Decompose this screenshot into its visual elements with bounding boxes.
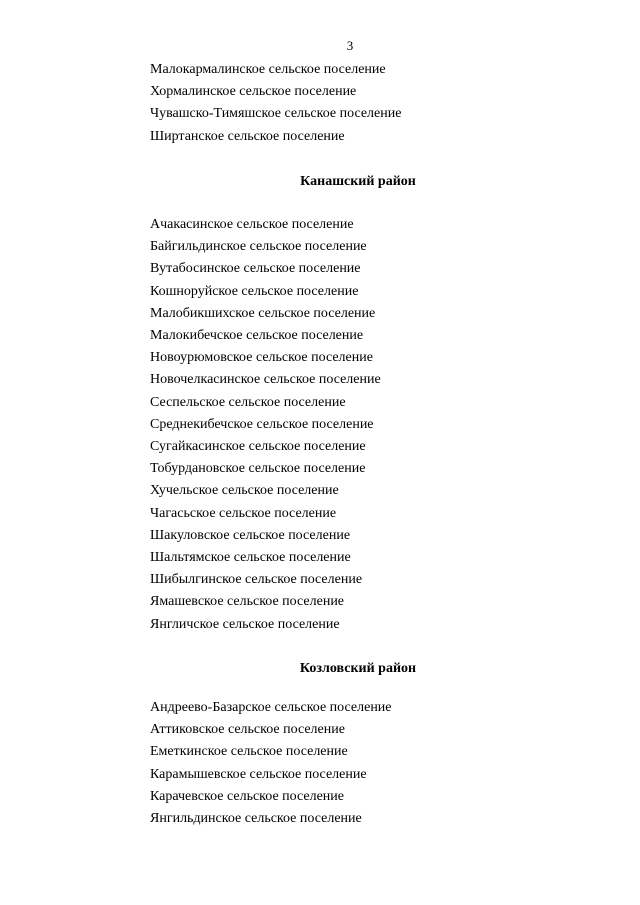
district-heading-kanash: Канашский район [300, 174, 416, 189]
settlement-item: Карачевское сельское поселение [150, 788, 344, 804]
settlement-item: Карамышевское сельское поселение [150, 766, 367, 782]
settlement-item: Кошноруйское сельское поселение [150, 283, 359, 299]
settlement-item: Ширтанское сельское поселение [150, 128, 345, 144]
settlement-item: Ачакасинское сельское поселение [150, 217, 354, 232]
settlement-item: Сеспельское сельское поселение [150, 394, 346, 410]
district-heading-kozlovka: Козловский район [299, 661, 417, 676]
settlement-item: Сугайкасинское сельское поселение [150, 439, 366, 455]
settlement-item: Янгличское сельское поселение [150, 616, 340, 632]
settlement-item: Новочелкасинское сельское поселение [150, 372, 381, 388]
settlement-item: Малобикшихское сельское поселение [150, 305, 376, 321]
settlement-item: Чагасьское сельское поселение [150, 505, 337, 521]
settlement-item: Новоурюмовское сельское поселение [150, 350, 373, 366]
settlement-list-kozlovka [150, 697, 392, 830]
settlement-item: Шальтямское сельское поселение [150, 550, 351, 566]
settlement-item: Янгильдинское сельское поселение [150, 811, 362, 827]
settlement-item: Шибылгинское сельское поселение [150, 572, 363, 588]
settlement-item: Среднекибечское сельское поселение [150, 416, 374, 432]
page-number: 3 [346, 38, 354, 53]
settlement-item: Аттиковское сельское поселение [150, 722, 345, 738]
settlement-item: Тобурдановское сельское поселение [150, 461, 366, 477]
settlement-item: Ямашевское сельское поселение [150, 594, 345, 610]
settlement-item: Еметкинское сельское поселение [150, 744, 348, 760]
settlement-item: Малокибечское сельское поселение [150, 328, 364, 344]
settlement-item: Хучельское сельское поселение [150, 483, 339, 499]
settlement-item: Байгильдинское сельское поселение [150, 239, 367, 255]
settlement-item: Андреево-Базарское сельское поселение [150, 700, 392, 715]
settlement-item: Хормалинское сельское поселение [150, 84, 357, 100]
settlement-item: Шакуловское сельское поселение [150, 527, 351, 543]
settlement-list-kanash [150, 214, 381, 636]
settlement-item: Малокармалинское сельское поселение [150, 62, 386, 77]
settlement-item: Чувашско-Тимяшское сельское поселение [150, 106, 402, 122]
settlement-item: Вутабосинское сельское поселение [150, 261, 361, 277]
settlement-list [150, 59, 401, 148]
